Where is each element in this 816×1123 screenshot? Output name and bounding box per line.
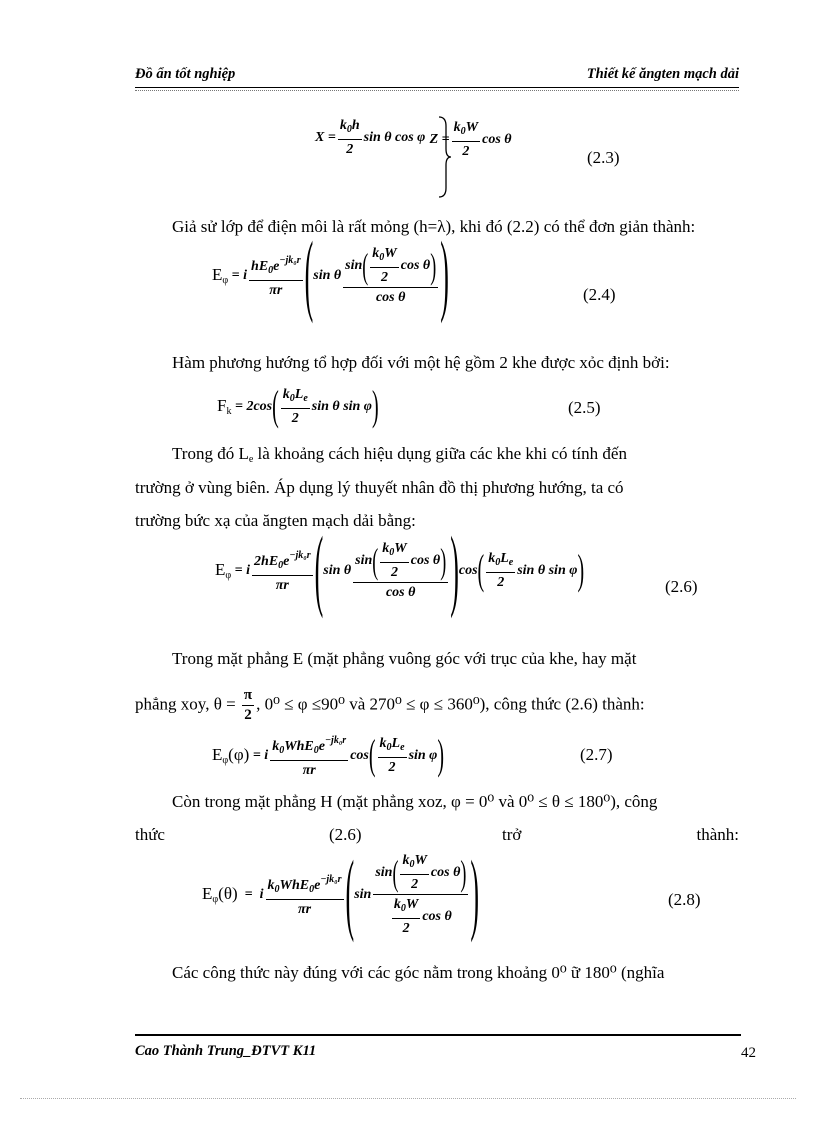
page-number: 42 [741, 1045, 756, 1061]
equation-2-7-number: (2.7) [580, 745, 613, 764]
equation-2-5: $F_k$ = 2cos ( $\frac{k_0L_e}{2}$ sin θ sin φ ) [217, 383, 379, 430]
header-left: Đồ ẩn tốt nghiệp [135, 66, 236, 82]
equation-2-8: $E_\varphi(\theta)$ = i $\frac{k_0WhE_0e^{-jk_0r}}{\pi r}$ ( sin sin ( $\frac{k_0W}{2}$ cos θ ) $\frac{k_0W}{2}$ cos θ ) [202, 842, 480, 944]
equation-2-3: X = $\frac{k_0h}{2}$ sin θ cos φ Z = $\frac{k_0W}{2}$ cos θ [315, 118, 512, 159]
equation-2-4-number: (2.4) [583, 285, 616, 304]
paragraph-pattern-function: Hàm phương hướng tổ hợp đối với một hệ gồm 2 khe được xỏc định bởi: [172, 353, 670, 372]
header-rule-dotted [135, 90, 739, 91]
paragraph-simplify: Giả sử lớp để điện môi là rất mỏng (h=λ), khi đó (2.2) có thể đơn giản thành: [172, 217, 696, 236]
footer-rule [135, 1034, 741, 1036]
footer-author: Cao Thành Trung_ĐTVT K11 [135, 1043, 317, 1059]
paragraph-e-plane-line1: Trong mặt phẳng E (mặt phẳng vuông góc với trục của khe, hay mặt [172, 649, 637, 668]
equation-2-3-number: (2.3) [587, 148, 620, 167]
equation-2-4: $E_\varphi$ = i $\frac{hE_0e^{-jk_0r}}{\pi r}$ ( sin θ sin ( $\frac{k_0W}{2}$ cos θ ) cos θ ) [212, 223, 449, 325]
paragraph-le-line2: trường ở vùng biên. Áp dụng lý thuyết nhân đồ thị phương hướng, ta có [135, 478, 624, 497]
brace-right [438, 116, 452, 198]
equation-2-5-number: (2.5) [568, 398, 601, 417]
header-right: Thiết kế ăngten mạch dải [586, 66, 739, 82]
paragraph-h-plane-line1: Còn trong mặt phẳng H (mặt phẳng xoz, φ = 0⁰ và 0⁰ ≤ θ ≤ 180⁰), công [172, 792, 658, 811]
paragraph-le-line1: Trong đó $L_e$ là khoảng cách hiệu dụng giữa các khe khi có tính đến [172, 444, 627, 465]
equation-2-8-number: (2.8) [668, 890, 701, 909]
page-bottom-dotted [20, 1098, 796, 1099]
equation-2-6-number: (2.6) [665, 577, 698, 596]
paragraph-validity: Các công thức này đúng với các góc nằm trong khoảng 0⁰ ữ 180⁰ (nghĩa [172, 963, 665, 982]
paragraph-le-line3: trường bức xạ của ăngten mạch dải bằng: [135, 511, 416, 530]
paragraph-e-plane-line2: phẳng xoy, θ = $\frac{\pi}{2}$ , 0⁰ ≤ φ ≤90⁰ và 270⁰ ≤ φ ≤ 360⁰), công thức (2.6) thành: [135, 687, 645, 723]
header-rule [135, 87, 739, 88]
equation-2-7: $E_\varphi(\varphi)$ = i $\frac{k_0WhE_0e^{-jk_0r}}{\pi r}$ cos ( $\frac{k_0L_e}{2}$ sin φ ) [212, 732, 445, 779]
equation-2-6: $E_\varphi$ = i $\frac{2hE_0e^{-jk_0r}}{\pi r}$ ( sin θ sin ( $\frac{k_0W}{2}$ cos θ ) cos θ ) cos ( $\frac{k_0L_e}{2}$ sin θ sin φ ) [215, 518, 585, 620]
